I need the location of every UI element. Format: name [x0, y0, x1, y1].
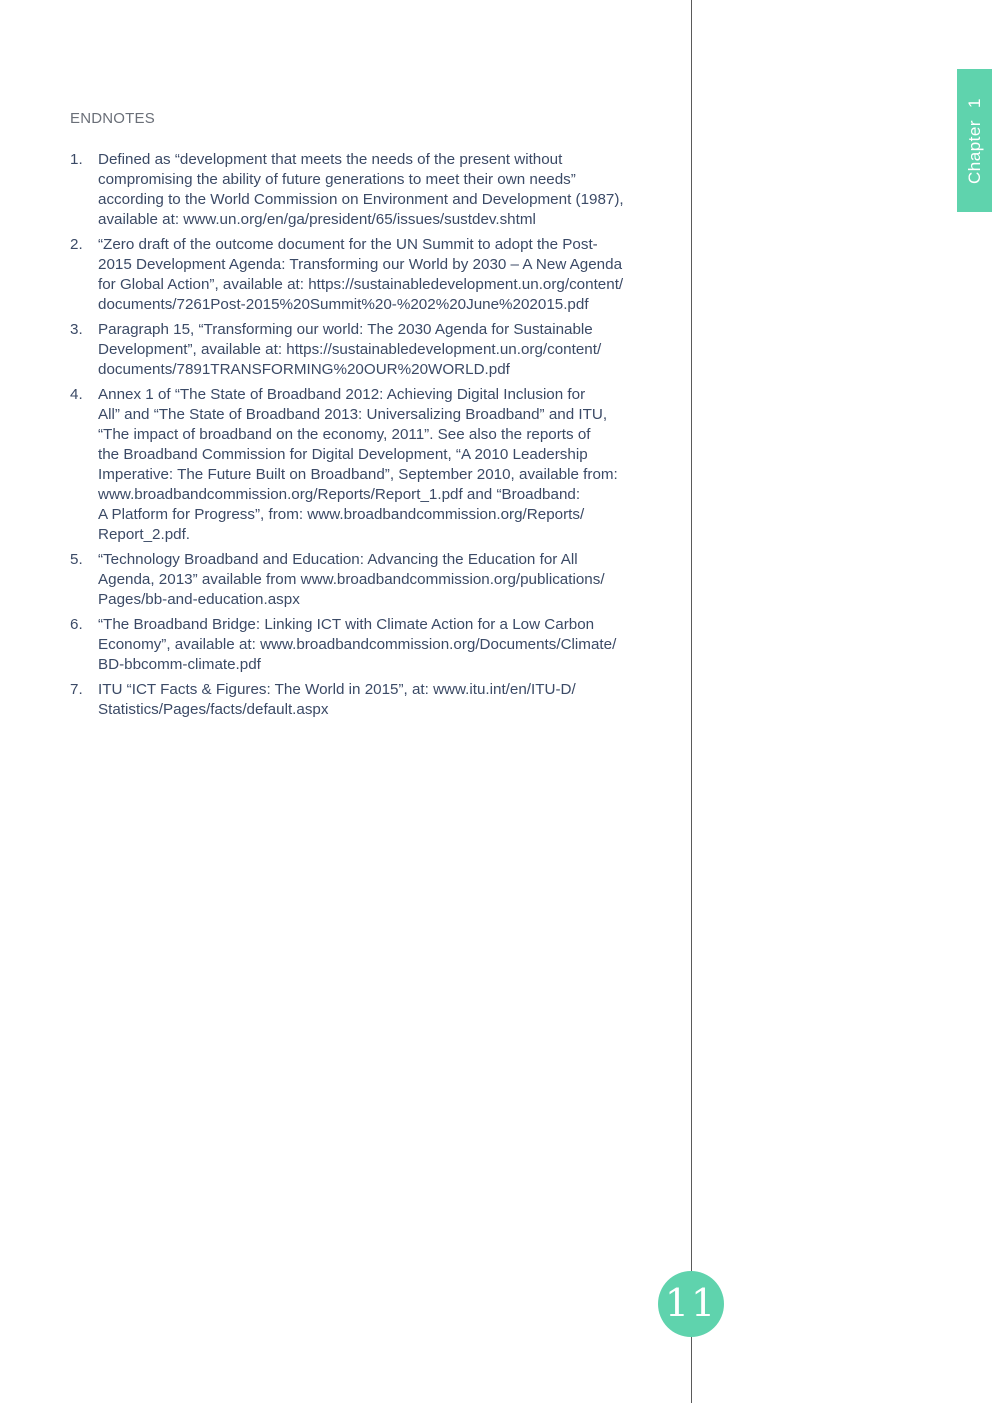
- endnote-text: ITU “ICT Facts & Figures: The World in 2015”, at: www.itu.int/en/ITU-D/ Statistics/Pages/facts/default.aspx: [98, 681, 576, 718]
- chapter-tab: [957, 69, 992, 212]
- endnote-item: [70, 320, 670, 380]
- page-number-badge: [658, 1271, 724, 1337]
- endnote-item: [70, 680, 670, 720]
- endnote-text: “The Broadband Bridge: Linking ICT with Climate Action for a Low Carbon Economy”, available at: www.broadbandcommission.org/Documents/Climate/ BD-bbcomm-climate.pdf: [98, 616, 617, 673]
- endnote-text: Defined as “development that meets the needs of the present without compromising the ability of future generations to meet their own needs” according to the World Commission on Environment and Development (1987), available at: www.un.org/en/ga/president/65/issues/sustdev.shtml: [98, 151, 624, 228]
- chapter-label: [965, 98, 985, 184]
- endnote-number: 5.: [70, 551, 83, 568]
- endnote-text: Paragraph 15, “Transforming our world: The 2030 Agenda for Sustainable Development”, available at: https://sustainabledevelopment.un.org/content/ documents/7891TRANSFORMING%20OUR%20WORLD.pdf: [98, 321, 602, 378]
- endnote-number: 1.: [70, 151, 83, 168]
- endnote-text: “Technology Broadband and Education: Advancing the Education for All Agenda, 2013” available from www.broadbandcommission.org/publications/ Pages/bb-and-education.aspx: [98, 551, 605, 608]
- endnote-item: [70, 150, 670, 230]
- chapter-label-text: Chapter: [964, 119, 984, 184]
- endnotes-list: [70, 150, 670, 725]
- endnote-text: “Zero draft of the outcome document for the UN Summit to adopt the Post- 2015 Development Agenda: Transforming our World by 2030 – A New Agenda for Global Action”, available at: https://sustainabledevelopment.un.org/content/ documents/7261Post-2015%20Summit%20-%202%20June%202015.pdf: [98, 236, 624, 313]
- chapter-number: 1: [964, 97, 984, 108]
- page-divider-line: [691, 0, 692, 1403]
- endnote-text: Annex 1 of “The State of Broadband 2012: Achieving Digital Inclusion for All” and “The State of Broadband 2013: Universalizing Broadband” and ITU, “The impact of broadband on the economy, 2011”. See also the reports of the Broadband Commission for Digital Development, “A 2010 Leadership Imperative: The Future Built on Broadband”, September 2010, available from: www.broadbandcommission.org/Reports/Report_1.pdf and “Broadband: A Platform for Progress”, from: www.broadbandcommission.org/Reports/ Report_2.pdf.: [98, 386, 618, 543]
- endnotes-heading: ENDNOTES: [70, 110, 155, 127]
- endnote-number: 3.: [70, 321, 83, 338]
- endnote-number: 6.: [70, 616, 83, 633]
- endnote-item: [70, 615, 670, 675]
- endnote-number: 7.: [70, 681, 83, 698]
- endnote-number: 4.: [70, 386, 83, 403]
- page-number: 11: [664, 1281, 718, 1325]
- endnote-item: [70, 235, 670, 315]
- endnote-item: [70, 550, 670, 610]
- endnote-number: 2.: [70, 236, 83, 253]
- endnote-item: [70, 385, 670, 545]
